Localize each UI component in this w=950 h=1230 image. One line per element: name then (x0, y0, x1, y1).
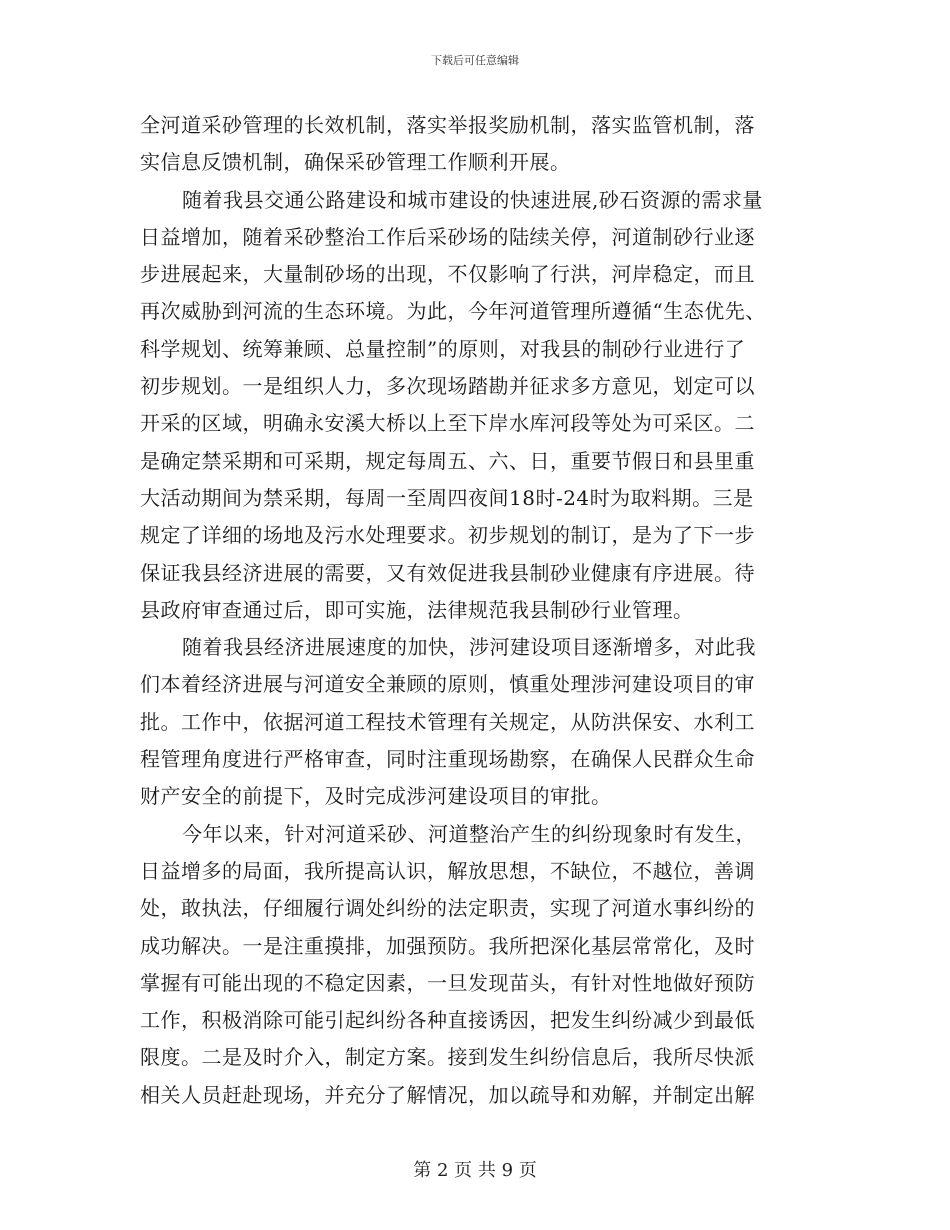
text-line: 保证我县经济进展的需要，又有效促进我县制砂业健康有序进展。待 (140, 560, 755, 585)
text-line: 实信息反馈机制，确保采砂管理工作顺利开展。 (140, 150, 571, 175)
text-line: 大活动期间为禁采期，每周一至周四夜间18时-24时为取料期。三是 (140, 485, 754, 510)
text-line: 随着我县经济进展速度的加快，涉河建设项目逐渐增多，对此我 (182, 635, 756, 660)
text-line: 初步规划。一是组织人力，多次现场踏勘并征求多方意见，划定可以 (140, 374, 755, 399)
text-line: 日益增加，随着采砂整治工作后采砂场的陆续关停，河道制砂行业逐 (140, 224, 755, 249)
text-line: 全河道采砂管理的长效机制，落实举报奖励机制，落实监管机制，落 (140, 113, 755, 137)
text-line: 日益增多的局面，我所提高认识，解放思想，不缺位，不越位，善调 (140, 858, 755, 883)
text-line: 处，敢执法，仔细履行调处纠纷的法定职责，实现了河道水事纠纷的 (140, 896, 755, 921)
text-line: 批。工作中，依据河道工程技术管理有关规定，从防洪保安、水利工 (140, 709, 755, 734)
text-line: 再次威胁到河流的生态环境。为此，今年河道管理所遵循“生态优先、 (140, 299, 766, 324)
text-line: 财产安全的前提下，及时完成涉河建设项目的审批。 (140, 784, 612, 809)
text-line: 成功解决。一是注重摸排，加强预防。我所把深化基层常常化，及时 (140, 933, 755, 958)
text-line: 工作，积极消除可能引起纠纷各种直接诱因，把发生纠纷减少到最低 (140, 1008, 755, 1033)
text-line: 科学规划、统筹兼顾、总量控制”的原则，对我县的制砂行业进行了 (140, 336, 746, 361)
text-line: 掌握有可能出现的不稳定因素，一旦发现苗头，有针对性地做好预防 (140, 970, 755, 995)
text-line: 相关人员赶赴现场，并充分了解情况，加以疏导和劝解，并制定出解 (140, 1082, 755, 1107)
text-line: 今年以来，针对河道采砂、河道整治产生的纠纷现象时有发生， (182, 821, 756, 846)
text-line: 随着我县交通公路建设和城市建设的快速进展,砂石资源的需求量 (182, 187, 763, 212)
text-line: 程管理角度进行严格审查，同时注重现场勘察，在确保人民群众生命 (140, 747, 755, 772)
document-body (140, 107, 810, 1114)
text-line: 规定了详细的场地及污水处理要求。初步规划的制订，是为了下一步 (140, 523, 755, 548)
text-line: 步进展起来，大量制砂场的出现，不仅影响了行洪，河岸稳定，而且 (140, 262, 755, 287)
page-header: 下载后可任意编辑 (431, 54, 519, 67)
text-line: 限度。二是及时介入，制定方案。接到发生纠纷信息后，我所尽快派 (140, 1045, 755, 1070)
text-line: 县政府审查通过后，即可实施，法律规范我县制砂行业管理。 (140, 597, 694, 622)
page-footer: 第 2 页 共 9 页 (413, 1160, 537, 1181)
text-line: 们本着经济进展与河道安全兼顾的原则，慎重处理涉河建设项目的审 (140, 672, 755, 697)
text-line: 开采的区域，明确永安溪大桥以上至下岸水库河段等处为可采区。二 (140, 411, 755, 436)
text-line: 是确定禁采期和可采期，规定每周五、六、日，重要节假日和县里重 (140, 448, 755, 473)
